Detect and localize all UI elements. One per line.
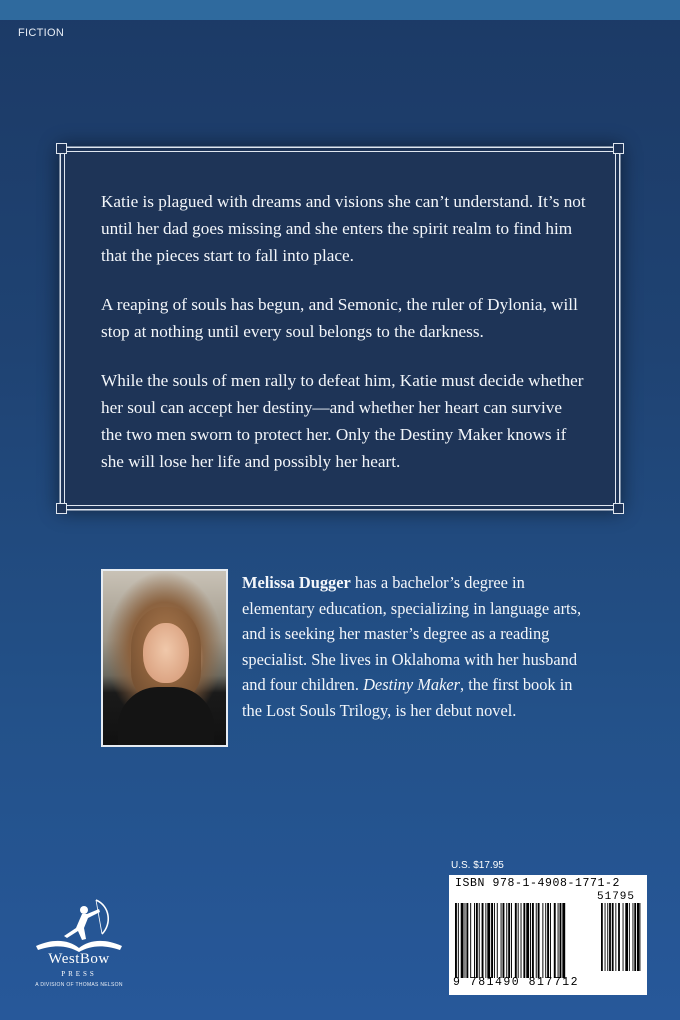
photo-body <box>118 687 214 745</box>
archer-icon <box>24 898 134 953</box>
author-bio <box>242 570 587 723</box>
book-title: Destiny Maker <box>363 675 461 694</box>
frame-corner-ornament <box>56 143 67 154</box>
barcode-bar <box>497 903 498 978</box>
publisher-name: WestBow <box>48 951 110 967</box>
addon-bar <box>629 903 630 971</box>
addon-bar <box>637 903 640 971</box>
barcode-bar <box>487 903 490 978</box>
barcode-bar <box>494 903 495 978</box>
barcode-bars <box>455 903 641 978</box>
barcode-bar <box>455 903 457 978</box>
addon-bar <box>625 903 628 971</box>
addon-bar <box>609 903 611 971</box>
genre-label: FICTION <box>18 27 65 39</box>
barcode-bar <box>511 903 512 978</box>
synopsis-text <box>101 188 587 497</box>
addon-bar <box>634 903 636 971</box>
synopsis-frame <box>64 151 616 506</box>
barcode-bar <box>547 903 549 978</box>
publisher-press: PRESS <box>61 970 97 978</box>
publisher-logo <box>24 898 134 998</box>
top-strip <box>0 0 680 20</box>
barcode-bar <box>515 903 517 978</box>
synopsis-paragraph: Katie is plagued with dreams and visions she can’t understand. It’s not until her dad goes missing and she enters the spirit realm to find him that the pieces start to fall into place. <box>101 192 586 265</box>
barcode-bar <box>465 903 466 978</box>
addon-bar <box>623 903 624 971</box>
barcode-bar <box>501 903 502 978</box>
ean-digits: 9 781490 817712 <box>453 976 580 989</box>
barcode-bar <box>538 903 540 978</box>
barcode-bar <box>545 903 546 978</box>
author-bio-text: has a bachelor’s degree in elementary education, specializing in language arts, and is seeking her master’s degree as a reading specialist. She lives in Oklahoma with her husband and four children. <box>242 573 582 694</box>
addon-bar <box>601 903 603 971</box>
barcode-bar <box>503 903 505 978</box>
barcode-bar <box>554 903 556 978</box>
barcode-bar <box>491 903 493 978</box>
barcode-bar <box>526 903 529 978</box>
author-photo <box>101 569 228 747</box>
addon-bar <box>615 903 616 971</box>
barcode-bar <box>530 903 531 978</box>
frame-corner-ornament <box>56 503 67 514</box>
addon-bar <box>618 903 620 971</box>
barcode-bar <box>536 903 537 978</box>
addon-number: 51795 <box>597 891 636 903</box>
barcode-bar <box>476 903 478 978</box>
barcode-bar <box>479 903 480 978</box>
barcode-bar <box>506 903 507 978</box>
frame-corner-ornament <box>613 143 624 154</box>
price-label: U.S. $17.95 <box>451 860 504 871</box>
addon-bar <box>612 903 614 971</box>
synopsis-paragraph: A reaping of souls has begun, and Semonic, the ruler of Dylonia, will stop at nothing until every soul belongs to the darkness. <box>101 295 578 341</box>
author-bio-text-end: , the first book in the Lost Souls Trilogy, is her debut novel. <box>242 675 573 720</box>
barcode-bar <box>532 903 534 978</box>
barcode-bar <box>474 903 475 978</box>
author-name: Melissa Dugger <box>242 573 351 592</box>
barcode-bar <box>470 903 471 978</box>
barcode-bar <box>461 903 464 978</box>
addon-bar <box>605 903 606 971</box>
isbn-text: ISBN 978-1-4908-1771-2 <box>455 877 621 890</box>
barcode-bar <box>523 903 525 978</box>
barcode-bar <box>550 903 551 978</box>
barcode-bar <box>542 903 543 978</box>
addon-bar <box>607 903 608 971</box>
barcode-bar <box>458 903 459 978</box>
publisher-division: A DIVISION OF THOMAS NELSON <box>35 982 123 988</box>
barcode-bar <box>521 903 522 978</box>
barcode-bar <box>482 903 484 978</box>
addon-bar <box>633 903 634 971</box>
photo-face <box>143 623 189 683</box>
barcode-bar <box>508 903 510 978</box>
barcode-bar <box>560 903 562 978</box>
frame-corner-ornament <box>613 503 624 514</box>
barcode-bar <box>558 903 559 978</box>
barcode-bar <box>466 903 468 978</box>
synopsis-paragraph: While the souls of men rally to defeat him, Katie must decide whether her soul can accept her destiny—and whether her heart can survive the two men sworn to protect her. Only the Destiny Maker knows if she will lose her life and possibly her heart. <box>101 371 584 471</box>
barcode-bar <box>518 903 519 978</box>
barcode-bar <box>562 903 565 978</box>
barcode <box>449 875 647 995</box>
barcode-bar <box>485 903 486 978</box>
